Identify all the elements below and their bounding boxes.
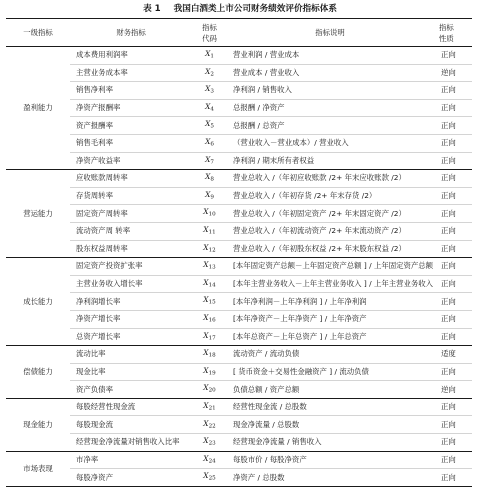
code-cell — [192, 117, 227, 135]
indicator-cell: 销售净利率 — [70, 82, 192, 100]
description-cell: 营业总收入 /（年初股东权益 /2+ 年末股东权益 /2） — [227, 240, 433, 258]
indicator-cell: 总资产增长率 — [70, 328, 192, 346]
code-letter: X — [203, 224, 209, 234]
table-number: 表 1 — [143, 4, 161, 14]
code-cell — [192, 328, 227, 346]
indicator-cell: 净资产增长率 — [70, 310, 192, 328]
code-subscript: 17 — [208, 335, 216, 342]
header-indicator: 财务指标 — [70, 19, 192, 47]
code-letter: X — [205, 189, 211, 199]
indicator-cell: 存货周转率 — [70, 187, 192, 205]
code-letter: X — [205, 49, 211, 59]
code-letter: X — [205, 119, 211, 129]
code-subscript: 23 — [208, 440, 216, 447]
nature-cell: 逆向 — [433, 381, 472, 399]
nature-cell: 正向 — [433, 398, 472, 416]
code-letter: X — [203, 400, 209, 410]
code-subscript: 8 — [210, 176, 214, 183]
nature-cell: 正向 — [433, 328, 472, 346]
code-variable — [203, 348, 215, 357]
header-code: 指标 代码 — [192, 19, 227, 47]
description-cell: [本年净资产－上年净资产 ] / 上年净资产 — [227, 310, 433, 328]
category-cell: 市场表现 — [6, 451, 70, 486]
nature-cell: 正向 — [433, 434, 472, 452]
category-cell: 营运能力 — [6, 170, 70, 258]
code-letter: X — [205, 66, 211, 76]
table-row — [6, 451, 472, 469]
header-row — [6, 19, 472, 47]
header-nature: 指标 性质 — [433, 19, 472, 47]
code-variable — [203, 243, 215, 252]
code-subscript: 9 — [210, 194, 214, 201]
code-subscript: 10 — [208, 211, 216, 218]
indicator-cell: 主营业务成本率 — [70, 64, 192, 82]
code-subscript: 14 — [208, 282, 216, 289]
nature-cell: 正向 — [433, 258, 472, 276]
code-cell — [192, 275, 227, 293]
header-description: 指标说明 — [227, 19, 433, 47]
table-title: 我国白酒类上市公司财务绩效评价指标体系 — [173, 4, 337, 14]
code-variable — [205, 84, 214, 93]
table-row — [6, 82, 472, 100]
code-cell — [192, 205, 227, 223]
code-variable — [205, 155, 214, 164]
code-letter: X — [203, 295, 209, 305]
indicator-table — [6, 18, 472, 487]
description-cell: 经营性现金流 / 总股数 — [227, 398, 433, 416]
indicator-cell: 股东权益周转率 — [70, 240, 192, 258]
table-row — [6, 416, 472, 434]
indicator-cell: 应收账款周转率 — [70, 170, 192, 188]
code-cell — [192, 258, 227, 276]
description-cell: [ 货币资金＋交易性金融资产 ] / 流动负债 — [227, 363, 433, 381]
code-variable — [205, 119, 214, 128]
code-letter: X — [203, 383, 209, 393]
indicator-cell: 净资产报酬率 — [70, 99, 192, 117]
code-letter: X — [203, 365, 209, 375]
table-row — [6, 381, 472, 399]
table-row — [6, 134, 472, 152]
code-variable — [205, 190, 214, 199]
nature-cell: 正向 — [433, 310, 472, 328]
code-letter: X — [203, 260, 209, 270]
code-subscript: 6 — [210, 141, 214, 148]
code-cell — [192, 469, 227, 487]
table-row — [6, 363, 472, 381]
code-subscript: 5 — [210, 123, 214, 130]
description-cell: 净资产 / 总股数 — [227, 469, 433, 487]
indicator-cell: 现金比率 — [70, 363, 192, 381]
description-cell: 营业成本 / 营业收入 — [227, 64, 433, 82]
code-subscript: 13 — [208, 264, 216, 271]
indicator-cell: 流动资产周 转率 — [70, 222, 192, 240]
indicator-cell: 净利润增长率 — [70, 293, 192, 311]
indicator-cell: 每股净资产 — [70, 469, 192, 487]
code-variable — [203, 401, 215, 410]
table-row — [6, 64, 472, 82]
code-variable — [205, 172, 214, 181]
code-letter: X — [205, 101, 211, 111]
table-row — [6, 222, 472, 240]
code-letter: X — [205, 84, 211, 94]
indicator-cell: 流动比率 — [70, 346, 192, 364]
nature-cell: 正向 — [433, 275, 472, 293]
description-cell: [本年主营业务收入－上年主营业务收入 ] / 上年主营业务收入 — [227, 275, 433, 293]
code-cell — [192, 222, 227, 240]
description-cell: 营业总收入 /（年初存货 /2+ 年末存货 /2） — [227, 187, 433, 205]
code-cell — [192, 398, 227, 416]
nature-cell: 正向 — [433, 293, 472, 311]
category-cell: 现金能力 — [6, 398, 70, 451]
nature-cell: 正向 — [433, 82, 472, 100]
table-row — [6, 275, 472, 293]
code-variable — [205, 49, 214, 58]
table-row — [6, 398, 472, 416]
table-row — [6, 205, 472, 223]
code-letter: X — [205, 154, 211, 164]
code-variable — [203, 366, 215, 375]
code-variable — [203, 207, 215, 216]
nature-cell: 正向 — [433, 117, 472, 135]
table-row — [6, 240, 472, 258]
table-row — [6, 293, 472, 311]
code-letter: X — [203, 330, 209, 340]
description-cell: 净利润 / 期末所有者权益 — [227, 152, 433, 170]
nature-cell: 正向 — [433, 205, 472, 223]
code-variable — [203, 225, 215, 234]
category-cell: 偿债能力 — [6, 346, 70, 399]
code-subscript: 22 — [208, 423, 216, 430]
code-subscript: 16 — [208, 317, 216, 324]
code-cell — [192, 152, 227, 170]
nature-cell: 正向 — [433, 99, 472, 117]
category-cell: 盈利能力 — [6, 47, 70, 170]
description-cell: 营业总收入 /（年初流动资产 /2+ 年末流动资产 /2） — [227, 222, 433, 240]
description-cell: 营业总收入 /（年初应收账款 /2+ 年末应收账款 /2） — [227, 170, 433, 188]
code-variable — [203, 331, 215, 340]
code-cell — [192, 451, 227, 469]
code-cell — [192, 187, 227, 205]
indicator-cell: 成本费用利润率 — [70, 47, 192, 65]
code-variable — [205, 137, 214, 146]
indicator-cell: 销售毛利率 — [70, 134, 192, 152]
indicator-cell: 固定资产周转率 — [70, 205, 192, 223]
code-letter: X — [205, 137, 211, 147]
description-cell: 负债总额 / 资产总额 — [227, 381, 433, 399]
table-row — [6, 117, 472, 135]
nature-cell: 正向 — [433, 363, 472, 381]
table-row — [6, 469, 472, 487]
code-variable — [203, 313, 215, 322]
code-letter: X — [203, 418, 209, 428]
table-row — [6, 152, 472, 170]
indicator-cell: 资产负债率 — [70, 381, 192, 399]
nature-cell: 正向 — [433, 469, 472, 487]
nature-cell: 逆向 — [433, 64, 472, 82]
code-subscript: 12 — [208, 247, 216, 254]
code-subscript: 18 — [208, 352, 216, 359]
code-cell — [192, 381, 227, 399]
header-level1: 一级指标 — [6, 19, 70, 47]
code-cell — [192, 416, 227, 434]
nature-cell: 正向 — [433, 222, 472, 240]
code-letter: X — [203, 436, 209, 446]
code-letter: X — [203, 453, 209, 463]
code-cell — [192, 82, 227, 100]
table-row — [6, 328, 472, 346]
description-cell: （营业收入－营业成本）/ 营业收入 — [227, 134, 433, 152]
nature-cell: 正向 — [433, 416, 472, 434]
code-cell — [192, 99, 227, 117]
code-subscript: 1 — [210, 53, 214, 60]
code-cell — [192, 134, 227, 152]
code-cell — [192, 170, 227, 188]
description-cell: 总报酬 / 总资产 — [227, 117, 433, 135]
code-letter: X — [203, 242, 209, 252]
code-variable — [203, 419, 215, 428]
code-letter: X — [203, 312, 209, 322]
code-subscript: 7 — [210, 159, 214, 166]
description-cell: 流动资产 / 流动负债 — [227, 346, 433, 364]
table-row — [6, 310, 472, 328]
code-letter: X — [205, 172, 211, 182]
code-cell — [192, 363, 227, 381]
code-letter: X — [203, 207, 209, 217]
code-cell — [192, 47, 227, 65]
nature-cell: 正向 — [433, 187, 472, 205]
table-row — [6, 187, 472, 205]
code-subscript: 21 — [208, 405, 216, 412]
nature-cell: 正向 — [433, 47, 472, 65]
indicator-cell: 固定资产投资扩张率 — [70, 258, 192, 276]
code-subscript: 11 — [208, 229, 216, 236]
indicator-cell: 主营业务收入增长率 — [70, 275, 192, 293]
code-subscript: 19 — [208, 370, 216, 377]
description-cell: 营业利润 / 营业成本 — [227, 47, 433, 65]
code-variable — [203, 454, 215, 463]
code-letter: X — [203, 348, 209, 358]
code-cell — [192, 293, 227, 311]
code-cell — [192, 346, 227, 364]
description-cell: 净利润 / 销售收入 — [227, 82, 433, 100]
nature-cell: 适度 — [433, 346, 472, 364]
nature-cell: 正向 — [433, 134, 472, 152]
table-row — [6, 346, 472, 364]
description-cell: 经营现金净流量 / 销售收入 — [227, 434, 433, 452]
nature-cell: 正向 — [433, 240, 472, 258]
code-subscript: 3 — [210, 88, 214, 95]
indicator-cell: 资产报酬率 — [70, 117, 192, 135]
code-cell — [192, 310, 227, 328]
indicator-cell: 市净率 — [70, 451, 192, 469]
table-caption — [0, 2, 480, 16]
table-row — [6, 434, 472, 452]
description-cell: [本年固定资产总额－上年固定资产总额 ] / 上年固定资产总额 — [227, 258, 433, 276]
category-cell: 成长能力 — [6, 258, 70, 346]
code-letter: X — [203, 471, 209, 481]
code-subscript: 2 — [210, 71, 214, 78]
code-subscript: 24 — [208, 458, 216, 465]
code-variable — [203, 260, 215, 269]
code-variable — [203, 436, 215, 445]
code-cell — [192, 240, 227, 258]
description-cell: 营业总收入 /（年初固定资产 /2+ 年末固定资产 /2） — [227, 205, 433, 223]
description-cell: 现金净流量 / 总股数 — [227, 416, 433, 434]
indicator-cell: 每股现金流 — [70, 416, 192, 434]
code-variable — [203, 278, 215, 287]
description-cell: [本年总资产－上年总资产 ] / 上年总资产 — [227, 328, 433, 346]
code-variable — [203, 295, 215, 304]
description-cell: 总报酬 / 净资产 — [227, 99, 433, 117]
code-subscript: 15 — [208, 299, 216, 306]
table-row — [6, 47, 472, 65]
nature-cell: 正向 — [433, 170, 472, 188]
code-subscript: 20 — [208, 387, 216, 394]
code-variable — [205, 102, 214, 111]
table-header — [6, 19, 472, 47]
code-variable — [203, 383, 215, 392]
indicator-cell: 经营现金净流量对销售收入比率 — [70, 434, 192, 452]
table-row — [6, 258, 472, 276]
indicator-cell: 每股经营性现金流 — [70, 398, 192, 416]
code-cell — [192, 434, 227, 452]
table-body — [6, 47, 472, 487]
table-row — [6, 99, 472, 117]
code-cell — [192, 64, 227, 82]
description-cell: [本年净利润－上年净利润 ] / 上年净利润 — [227, 293, 433, 311]
description-cell: 每股市价 / 每股净资产 — [227, 451, 433, 469]
code-variable — [203, 471, 215, 480]
indicator-cell: 净资产收益率 — [70, 152, 192, 170]
code-subscript: 25 — [208, 475, 216, 482]
code-letter: X — [203, 277, 209, 287]
nature-cell: 正向 — [433, 152, 472, 170]
nature-cell: 正向 — [433, 451, 472, 469]
code-variable — [205, 67, 214, 76]
code-subscript: 4 — [210, 106, 214, 113]
table-row — [6, 170, 472, 188]
